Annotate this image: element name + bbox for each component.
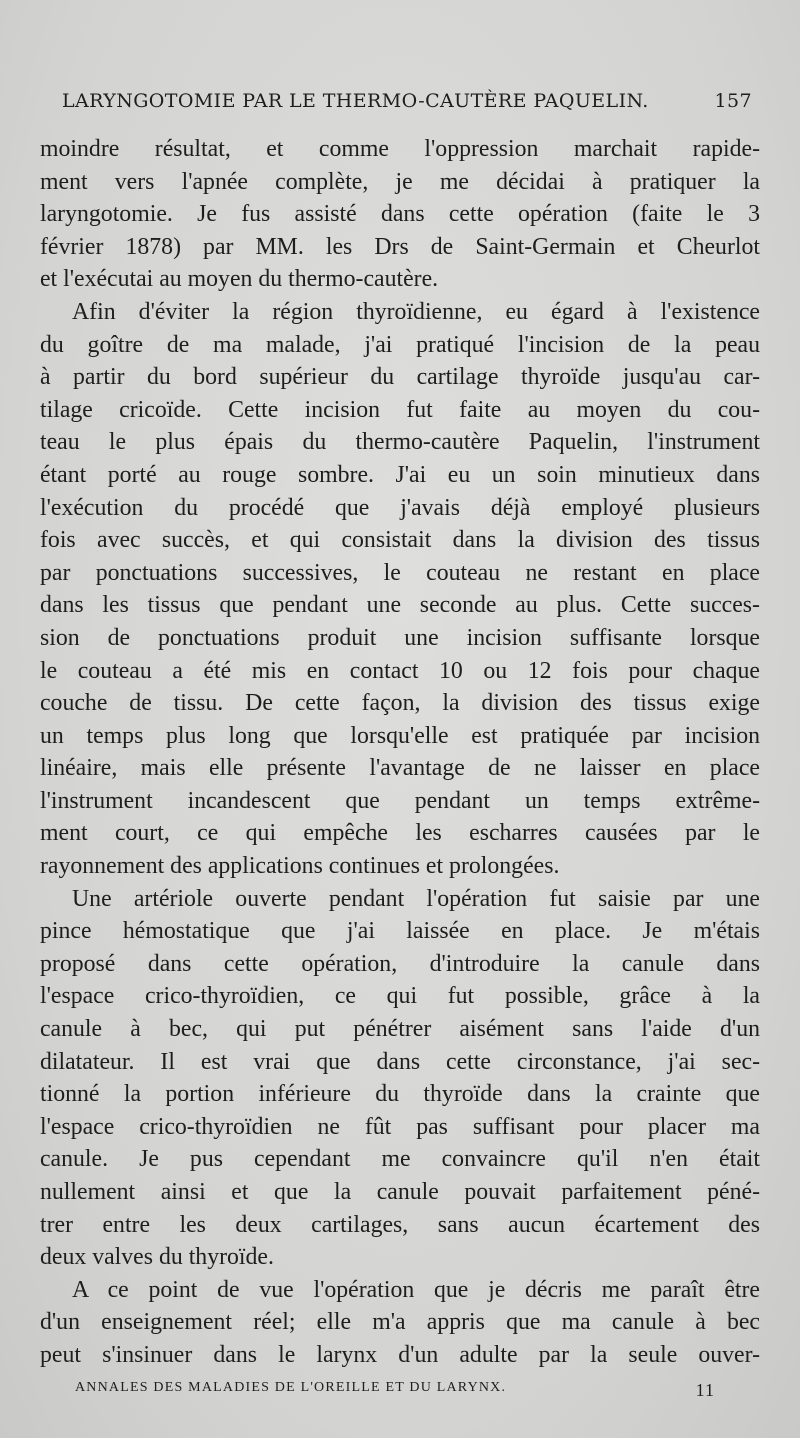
body-text [40,133,760,1372]
text-line: tilage cricoïde. Cette incision fut faite au moyen du cou- [40,396,760,423]
text-line: et l'exécutai au moyen du thermo-cautère. [40,266,439,293]
text-line: trer entre les deux cartilages, sans aucun écartement des [40,1211,760,1238]
page-number: 157 [714,90,752,112]
text-line: tionné la portion inférieure du thyroïde dans la crainte que [40,1081,760,1108]
text-line: du goître de ma malade, j'ai pratiqué l'incision de la peau [40,331,760,358]
text-line: ment vers l'apnée complète, je me décidai à pratiquer la [40,168,760,195]
text-line: un temps plus long que lorsqu'elle est pratiquée par incision [40,722,760,749]
text-line: l'exécution du procédé que j'avais déjà employé plusieurs [40,494,760,521]
text-line: rayonnement des applications continues et prolongées. [40,853,560,880]
signature-mark: 11 [695,1380,715,1400]
text-line: laryngotomie. Je fus assisté dans cette opération (faite le 3 [40,201,760,228]
text-line: février 1878) par MM. les Drs de Saint-Germain et Cheurlot [40,233,760,260]
text-line: le couteau a été mis en contact 10 ou 12 fois pour chaque [40,657,760,684]
text-line: l'espace crico-thyroïdien, ce qui fut possible, grâce à la [40,983,760,1010]
journal-title: ANNALES DES MALADIES DE L'OREILLE ET DU LARYNX. [75,1380,507,1395]
text-line: ment court, ce qui empêche les escharres causées par le [40,820,760,847]
text-line: teau le plus épais du thermo-cautère Paquelin, l'instrument [40,429,760,456]
text-line: l'instrument incandescent que pendant un temps extrême- [40,787,760,814]
text-line: l'espace crico-thyroïdien ne fût pas suffisant pour placer ma [40,1113,760,1140]
text-line: linéaire, mais elle présente l'avantage de ne laisser en place [40,755,760,782]
running-title: LARYNGOTOMIE PAR LE THERMO-CAUTÈRE PAQUELIN. [62,90,649,112]
text-line: canule. Je pus cependant me convaincre qu'il n'en était [40,1146,760,1173]
text-line: peut s'insinuer dans le larynx d'un adulte par la seule ouver- [40,1341,760,1368]
text-line: dans les tissus que pendant une seconde au plus. Cette succes- [40,592,760,619]
text-line: fois avec succès, et qui consistait dans la division des tissus [40,527,760,554]
text-line: proposé dans cette opération, d'introduire la canule dans [40,950,760,977]
text-line: nullement ainsi et que la canule pouvait parfaitement péné- [40,1179,760,1205]
text-line: d'un enseignement réel; elle m'a appris que ma canule à bec [40,1309,760,1336]
text-line: Une artériole ouverte pendant l'opération fut saisie par une [72,885,760,912]
text-line: moindre résultat, et comme l'oppression marchait rapide- [40,136,760,162]
text-line: dilatateur. Il est vrai que dans cette circonstance, j'ai sec- [40,1048,760,1075]
text-line: deux valves du thyroïde. [40,1244,274,1271]
running-head [62,90,752,112]
text-line: sion de ponctuations produit une incision suffisante lorsque [40,624,760,651]
text-line: par ponctuations successives, le couteau ne restant en place [40,559,760,586]
footer [75,1380,715,1401]
text-line: Afin d'éviter la région thyroïdienne, eu égard à l'existence [72,298,760,325]
text-line: pince hémostatique que j'ai laissée en place. Je m'étais [40,918,760,945]
text-line: étant porté au rouge sombre. J'ai eu un soin minutieux dans [40,461,760,488]
text-line: canule à bec, qui put pénétrer aisément sans l'aide d'un [40,1016,760,1043]
text-line: couche de tissu. De cette façon, la division des tissus exige [40,690,760,717]
text-line: à partir du bord supérieur du cartilage thyroïde jusqu'au car- [40,364,760,391]
text-line: A ce point de vue l'opération que je décris me paraît être [72,1276,760,1303]
